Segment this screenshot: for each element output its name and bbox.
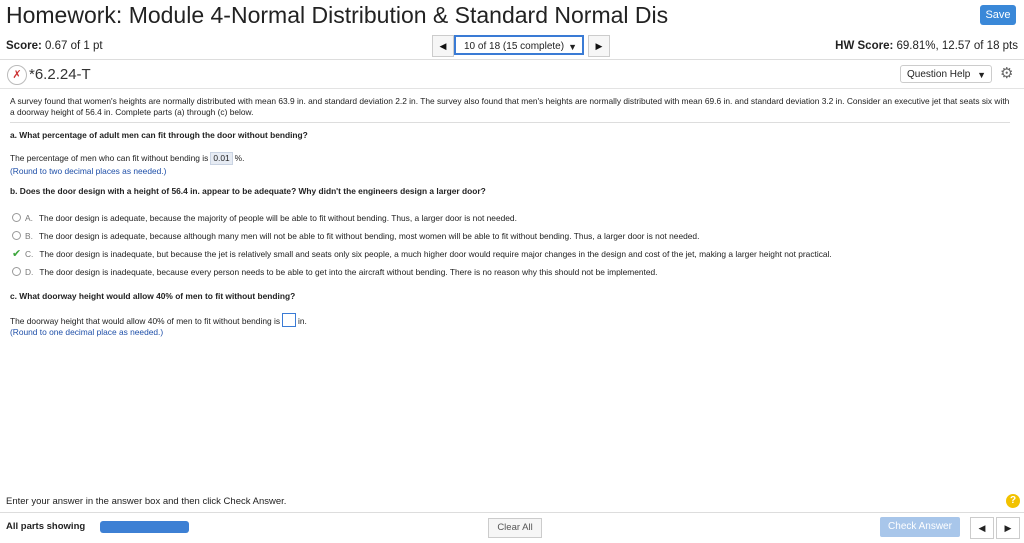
- gear-icon[interactable]: ⚙: [1000, 65, 1014, 82]
- footer-next-button[interactable]: ▶: [996, 517, 1020, 539]
- hw-score-value: 69.81%, 12.57 of 18 pts: [896, 40, 1018, 52]
- next-question-button[interactable]: ▶: [588, 35, 610, 57]
- part-a-hint: (Round to two decimal places as needed.): [10, 166, 167, 176]
- option-d[interactable]: D. The door design is inadequate, because every person needs to be able to get into the aircraft without bending. There is no reason why this should not be implemented.: [12, 267, 1012, 278]
- progress-bar: [100, 521, 189, 533]
- part-a-question: a. What percentage of adult men can fit through the door without bending?: [10, 130, 308, 140]
- clear-all-button[interactable]: Clear All: [488, 518, 542, 538]
- instruction-text: Enter your answer in the answer box and then click Check Answer.: [6, 496, 287, 507]
- option-a[interactable]: A. The door design is adequate, because the majority of people will be able to fit without bending. Thus, a larger door is not needed.: [12, 213, 1012, 224]
- question-intro: A survey found that women's heights are normally distributed with mean 63.9 in. and standard deviation 2.2 in. The survey also found that men's heights are normally distributed with mean 69.6 in. and standard deviation 3.2 in. Consider an executive jet that seats six with a doorway height of 56.4 in. Complete parts (a) through (c) below.: [10, 96, 1010, 117]
- parts-label: All parts showing: [6, 521, 86, 532]
- part-c-question: c. What doorway height would allow 40% of men to fit without bending?: [10, 291, 296, 301]
- save-button[interactable]: Save: [980, 5, 1016, 25]
- question-id-bar: [0, 60, 1024, 89]
- option-b[interactable]: B. The door design is adequate, because although many men will not be able to fit without bending, most women will be able to fit without bending. Thus, a larger door is not needed.: [12, 231, 1012, 242]
- radio-button[interactable]: [12, 267, 21, 276]
- score-value: 0.67 of 1 pt: [45, 40, 103, 52]
- radio-button[interactable]: [12, 213, 21, 222]
- chevron-down-icon: ▼: [568, 42, 577, 52]
- checkmark-icon: ✔: [12, 248, 22, 260]
- question-help-dropdown[interactable]: Question Help ▼: [900, 65, 992, 83]
- radio-button[interactable]: [12, 231, 21, 240]
- score-text: Score: 0.67 of 1 pt: [6, 40, 103, 52]
- part-b-question: b. Does the door design with a height of 56.4 in. appear to be adequate? Why didn't the engineers design a larger door?: [10, 186, 486, 196]
- help-icon[interactable]: ?: [1006, 494, 1020, 508]
- page-title: Homework: Module 4-Normal Distribution & Standard Normal Dis: [6, 2, 669, 28]
- footer-previous-button[interactable]: ◀: [970, 517, 994, 539]
- part-a-answer: The percentage of men who can fit without bending is 0.01 %.: [10, 153, 245, 163]
- part-a-answer-box: 0.01: [210, 152, 232, 165]
- divider: [10, 122, 1010, 123]
- hw-score-text: HW Score: 69.81%, 12.57 of 18 pts: [835, 40, 1018, 52]
- question-select[interactable]: 10 of 18 (15 complete) ▼: [454, 35, 584, 55]
- divider: [0, 512, 1024, 513]
- question-id: *6.2.24-T: [29, 66, 91, 83]
- previous-question-button[interactable]: ◀: [432, 35, 454, 57]
- chevron-down-icon: ▼: [977, 70, 986, 80]
- partial-credit-icon: ✗: [7, 65, 27, 85]
- part-c-hint: (Round to one decimal place as needed.): [10, 327, 164, 337]
- option-c[interactable]: ✔ C. The door design is inadequate, but because the jet is relatively small and seats only six people, a much higher door would require major changes in the design and cost of the jet, making a larger height not practical.: [12, 248, 832, 260]
- part-c-answer-input[interactable]: [282, 313, 296, 327]
- check-answer-button[interactable]: Check Answer: [880, 517, 960, 537]
- part-c-answer: The doorway height that would allow 40% of men to fit without bending is in.: [10, 313, 307, 327]
